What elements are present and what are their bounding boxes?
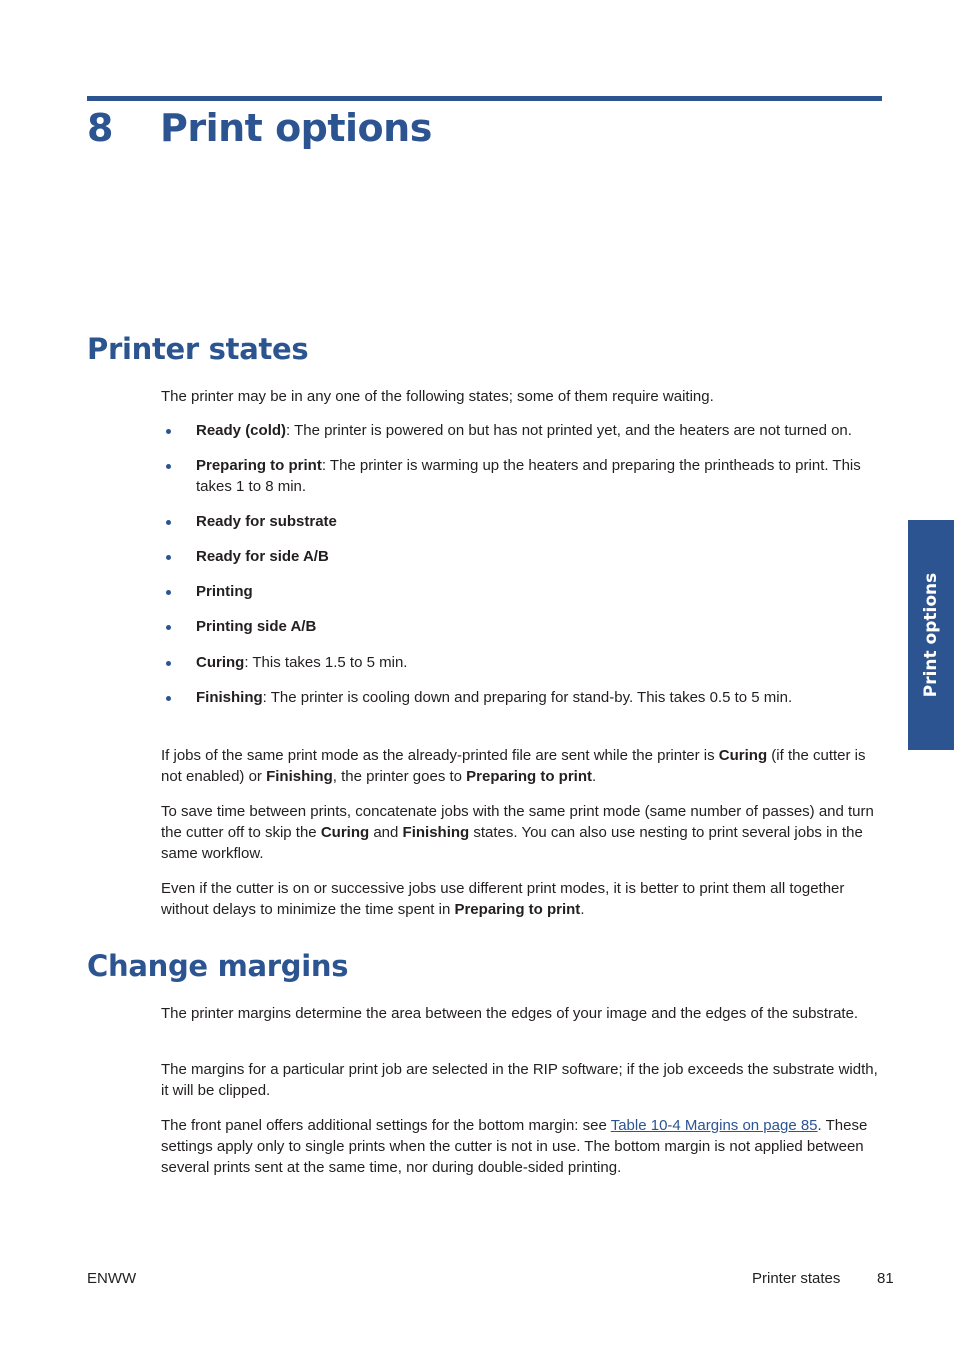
state-desc: : The printer is powered on but has not printed yet, and the heaters are not turned on.	[286, 422, 852, 439]
state-term: Ready (cold)	[196, 422, 287, 439]
bold-term: Preparing to print	[466, 768, 593, 785]
footer-page-number: 81	[877, 1270, 894, 1287]
state-desc: : This takes 1.5 to 5 min.	[244, 654, 408, 671]
paragraph-margins-determine: The printer margins determine the area between the edges of your image and the edges of the substrate.	[161, 1005, 859, 1022]
side-tab-print-options[interactable]	[908, 520, 954, 750]
state-term: Curing	[196, 654, 245, 671]
bullet-icon	[166, 555, 171, 560]
section-heading-printer-states: Printer states	[87, 332, 309, 366]
chapter-number: 8	[87, 106, 113, 150]
bold-term: Curing	[320, 824, 370, 841]
list-item	[161, 616, 881, 637]
side-tab-label: Print options	[921, 572, 941, 698]
state-term: Printing	[196, 583, 253, 600]
bold-term: Preparing to print	[454, 901, 581, 918]
paragraph-save-time	[161, 801, 881, 864]
state-term: Printing side A/B	[196, 618, 317, 635]
text-run: .	[592, 768, 597, 785]
text-run: Even if the cutter is on or successive jobs use different print modes, it is better to print them all together without delays to minimize the time spent in	[161, 880, 845, 918]
state-term: Finishing	[196, 689, 263, 706]
bullet-icon	[166, 625, 171, 630]
text-run: If jobs of the same print mode as the already-printed file are sent while the printer is	[161, 747, 719, 764]
list-item	[161, 455, 881, 497]
list-item	[161, 581, 881, 602]
text-run: states. You can also use nesting to print several jobs in the same workflow.	[161, 824, 863, 862]
bullet-icon	[166, 464, 171, 469]
state-desc: : The printer is warming up the heaters and preparing the printheads to print. This takes 1 to 8 min.	[196, 457, 861, 495]
list-item	[161, 511, 881, 532]
footer-section-name: Printer states	[752, 1270, 841, 1287]
list-item	[161, 687, 881, 708]
text-run: , the printer goes to	[332, 768, 467, 785]
chapter-title-text: Print options	[160, 106, 432, 150]
bullet-icon	[166, 590, 171, 595]
paragraph-cutter-on	[161, 878, 881, 920]
paragraph-same-print-mode	[161, 745, 881, 787]
section-heading-change-margins: Change margins	[87, 949, 349, 983]
list-item	[161, 546, 881, 567]
bold-term: Curing	[718, 747, 768, 764]
text-run: The front panel offers additional settings for the bottom margin: see	[161, 1117, 611, 1134]
state-term: Ready for side A/B	[196, 548, 329, 565]
list-item	[161, 420, 881, 441]
bullet-icon	[166, 520, 171, 525]
paragraph-margins-rip: The margins for a particular print job are selected in the RIP software; if the job exceeds the substrate width, it will be clipped.	[161, 1061, 878, 1099]
state-term: Ready for substrate	[196, 513, 337, 530]
text-run: and	[369, 824, 403, 841]
text-run: To save time between prints, concatenate jobs with the same print mode (same number of passes) and turn the cutter off to skip the	[161, 803, 874, 841]
footer-enww: ENWW	[87, 1270, 137, 1287]
printer-states-intro: The printer may be in any one of the following states; some of them require waiting.	[161, 388, 714, 405]
bullet-icon	[166, 661, 171, 666]
bullet-icon	[166, 696, 171, 701]
state-term: Preparing to print	[196, 457, 322, 474]
text-run: .	[580, 901, 585, 918]
bold-term: Finishing	[402, 824, 470, 841]
chapter-rule	[87, 96, 882, 101]
printer-states-list	[161, 420, 881, 708]
state-desc: : The printer is cooling down and preparing for stand-by. This takes 0.5 to 5 min.	[262, 689, 793, 706]
list-item	[161, 652, 881, 673]
text-run: (if the cutter is not enabled) or	[161, 747, 866, 785]
bullet-icon	[166, 429, 171, 434]
bold-term: Finishing	[266, 768, 333, 785]
paragraph-front-panel	[161, 1115, 881, 1178]
margins-table-link[interactable]: Table 10-4 Margins on page 85	[610, 1117, 818, 1134]
chapter-title	[87, 106, 432, 150]
text-run: . These settings apply only to single prints when the cutter is not in use. The bottom margin is not applied between several prints sent at the same time, nor during double-sided printing.	[161, 1117, 868, 1176]
